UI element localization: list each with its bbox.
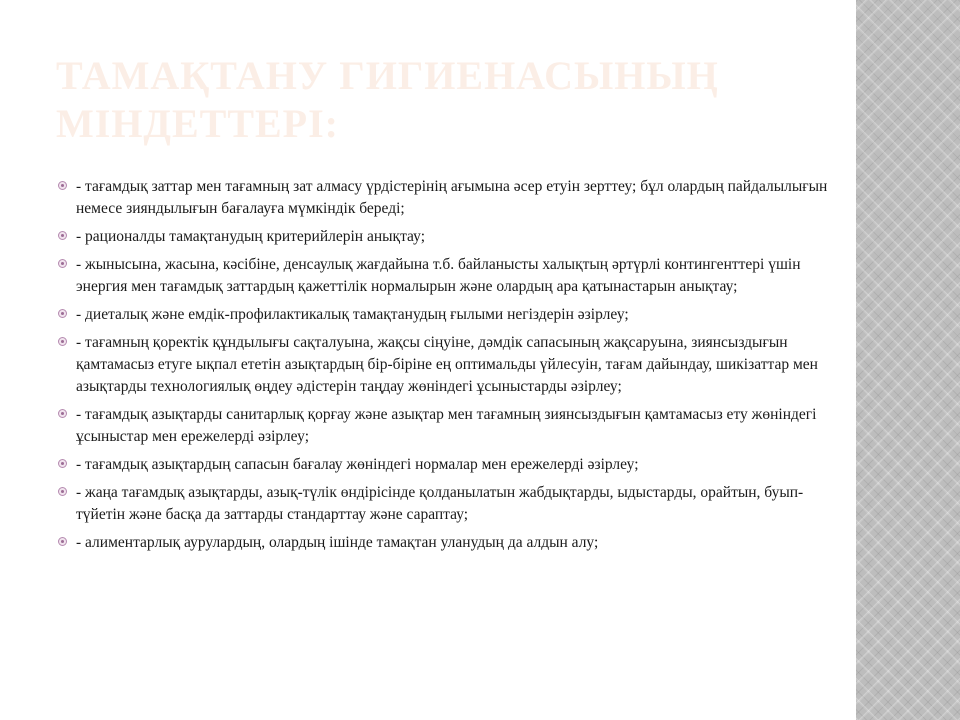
list-item-text: - диеталық және емдік-профилактикалық тамақтанудың ғылыми негіздерін әзірлеу; <box>76 306 629 323</box>
list-item-text: - тағамның қоректік құндылығы сақталуына, жақсы сіңуіне, дәмдік сапасының жақсаруына, зиянсыздығын қамтамасыз етуге ықпал ететін азықтардың бір-біріне ең оптимальды үйлесуін, тағам дайындау, шикізаттар мен азықтарды технологиялық өңдеу әдістерін таңдау жөніндегі ұсыныстарды әзірлеу; <box>76 334 818 395</box>
circle-bullet-icon <box>58 309 67 318</box>
list-item-text: - жынысына, жасына, кәсібіне, денсаулық жағдайына т.б. байланысты халықтың әртүрлі контингенттері үшін энергия мен тағамдық заттардың қажеттілік нормалырын және олардың ара қатынастарын анықтау; <box>76 256 801 295</box>
list-item <box>58 454 828 476</box>
list-item <box>58 404 828 448</box>
circle-bullet-icon <box>58 231 67 240</box>
list-item-text: - жаңа тағамдық азықтарды, азық-түлік өндірісінде қолданылатын жабдықтарды, ыдыстарды, орайтын, буып-түйетін және басқа да заттарды стандарттау және сараптау; <box>76 484 804 523</box>
list-item-text: - алиментарлық аурулардың, олардың ішінде тамақтан уланудың да алдын алу; <box>76 534 599 551</box>
list-item-text: - тағамдық заттар мен тағамның зат алмасу үрдістерінің ағымына әсер етуін зерттеу; бұл олардың пайдалылығын немесе зияндылығын бағалауға мүмкіндік береді; <box>76 178 828 217</box>
list-item-text: - рационалды тамақтанудың критерийлерін анықтау; <box>76 228 425 245</box>
slide-title: ТАМАҚТАНУ ГИГИЕНАСЫНЫҢ МІНДЕТТЕРІ: <box>56 53 719 146</box>
list-item-text: - тағамдық азықтарды санитарлық қорғау және азықтар мен тағамның зиянсыздығын қамтамасыз ету жөніндегі ұсыныстар мен ережелерді әзірлеу; <box>76 406 817 445</box>
list-item <box>58 176 828 220</box>
circle-bullet-icon <box>58 487 67 496</box>
list-item <box>58 226 828 248</box>
list-item <box>58 482 828 526</box>
circle-bullet-icon <box>58 259 67 268</box>
circle-bullet-icon <box>58 459 67 468</box>
circle-bullet-icon <box>58 537 67 546</box>
list-item <box>58 332 828 398</box>
bullet-list <box>58 176 828 560</box>
circle-bullet-icon <box>58 181 67 190</box>
list-item <box>58 532 828 554</box>
list-item <box>58 254 828 298</box>
decorative-side-panel <box>856 0 960 720</box>
list-item <box>58 304 828 326</box>
circle-bullet-icon <box>58 409 67 418</box>
list-item-text: - тағамдық азықтардың сапасын бағалау жөніндегі нормалар мен ережелерді әзірлеу; <box>76 456 639 473</box>
circle-bullet-icon <box>58 337 67 346</box>
